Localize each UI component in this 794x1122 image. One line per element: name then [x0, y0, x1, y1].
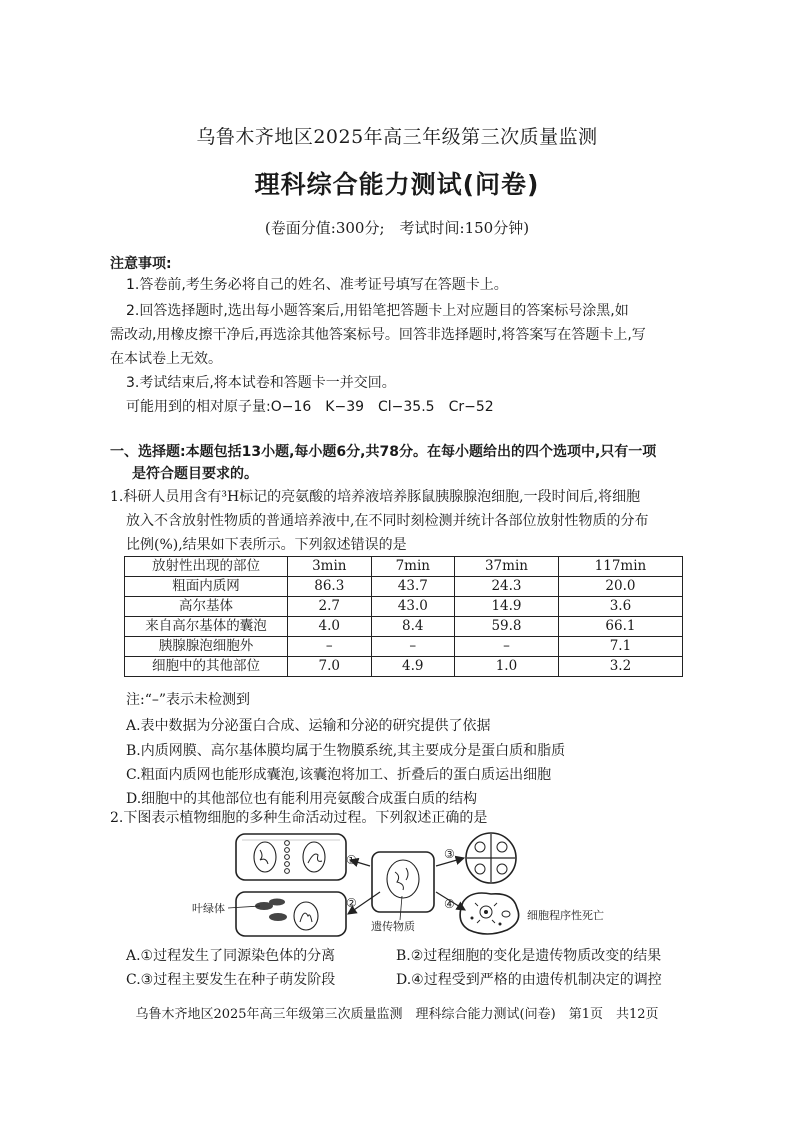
table-cell: – — [371, 637, 455, 657]
table-header: 3min — [288, 557, 372, 577]
table-cell: 86.3 — [288, 577, 372, 597]
four-cell-group — [466, 833, 516, 883]
label-process-3: ③ — [444, 847, 455, 861]
table-cell: 3.6 — [558, 597, 682, 617]
table-cell: 2.7 — [288, 597, 372, 617]
table-cell: 59.8 — [455, 617, 559, 637]
table-cell: 来自高尔基体的囊泡 — [125, 617, 288, 637]
label-programmed-death: 细胞程序性死亡 — [527, 909, 604, 922]
table-cell: 胰腺腺泡细胞外 — [125, 637, 288, 657]
table-cell: – — [455, 637, 559, 657]
table-cell: 7.1 — [558, 637, 682, 657]
table-header: 117min — [558, 557, 682, 577]
table-cell: – — [288, 637, 372, 657]
table-cell: 66.1 — [558, 617, 682, 637]
table-cell: 43.0 — [371, 597, 455, 617]
label-process-4: ④ — [444, 897, 455, 911]
q2-option-a: A.①过程发生了同源染色体的分离 — [126, 948, 336, 964]
table-cell: 7.0 — [288, 657, 372, 677]
table-header: 放射性出现的部位 — [125, 557, 288, 577]
notice-line: 2.回答选择题时,选出每小题答案后,用铅笔把答题卡上对应题目的答案标号涂黑,如 — [126, 303, 629, 319]
q1-stem: 放入不含放射性物质的普通培养液中,在不同时刻检测并统计各部位放射性物质的分布 — [126, 513, 649, 529]
section-heading-cont: 是符合题目要求的。 — [132, 466, 258, 482]
q1-option-c: C.粗面内质网也能形成囊泡,该囊泡将加工、折叠后的蛋白质运出细胞 — [126, 767, 552, 783]
parent-cell — [372, 852, 434, 912]
table-cell: 3.2 — [558, 657, 682, 677]
genetic-material-pointer — [400, 896, 402, 920]
table-row — [125, 577, 683, 597]
table-cell: 14.9 — [455, 597, 559, 617]
table-header-row — [125, 557, 683, 577]
table-header: 7min — [371, 557, 455, 577]
table-row — [125, 617, 683, 637]
table-cell: 高尔基体 — [125, 597, 288, 617]
table-header: 37min — [455, 557, 559, 577]
differentiated-cell — [236, 892, 346, 936]
table-note: 注:“–”表示未检测到 — [126, 692, 251, 708]
notice-line: 在本试卷上无效。 — [110, 351, 222, 367]
dividing-cell — [236, 834, 346, 880]
q2-option-b: B.②过程细胞的变化是遗传物质改变的结果 — [396, 948, 662, 964]
q1-option-b: B.内质网膜、高尔基体膜均属于生物膜系统,其主要成分是蛋白质和脂质 — [126, 743, 566, 759]
table-cell: 粗面内质网 — [125, 577, 288, 597]
table-cell: 细胞中的其他部位 — [125, 657, 288, 677]
atomic-mass-line: 可能用到的相对原子量:O−16 K−39 Cl−35.5 Cr−52 — [126, 399, 494, 415]
q2-option-d: D.④过程受到严格的由遗传机制决定的调控 — [396, 972, 662, 988]
table-row — [125, 597, 683, 617]
notice-heading: 注意事项: — [110, 256, 172, 272]
table-row — [125, 657, 683, 677]
q1-option-a: A.表中数据为分泌蛋白合成、运输和分泌的研究提供了依据 — [126, 718, 491, 734]
q2-option-c: C.③过程主要发生在种子萌发阶段 — [126, 972, 336, 988]
table-row — [125, 637, 683, 657]
exam-score-time: (卷面分值:300分; 考试时间:150分钟) — [264, 219, 530, 237]
q1-stem: 1.科研人员用含有³H标记的亮氨酸的培养液培养豚鼠胰腺腺泡细胞,一段时间后,将细胞 — [110, 489, 641, 505]
notice-line: 3.考试结束后,将本试卷和答题卡一并交回。 — [126, 375, 396, 391]
table-cell: 24.3 — [455, 577, 559, 597]
label-genetic-material: 遗传物质 — [371, 920, 415, 933]
label-process-1: ① — [346, 853, 357, 867]
table-cell: 8.4 — [371, 617, 455, 637]
table-cell: 43.7 — [371, 577, 455, 597]
cell-activity-diagram — [180, 830, 620, 938]
table-cell: 20.0 — [558, 577, 682, 597]
table-cell: 1.0 — [455, 657, 559, 677]
table-cell: 4.9 — [371, 657, 455, 677]
notice-line: 需改动,用橡皮擦干净后,再选涂其他答案标号。回答非选择题时,将答案写在答题卡上,写 — [110, 327, 646, 343]
q2-stem: 2.下图表示植物细胞的多种生命活动过程。下列叙述正确的是 — [110, 810, 488, 826]
section-heading: 一、选择题:本题包括13小题,每小题6分,共78分。在每小题给出的四个选项中,只有一项 — [110, 444, 657, 460]
apoptotic-cell — [460, 893, 519, 934]
page-footer: 乌鲁木齐地区2025年高三年级第三次质量监测 理科综合能力测试(问卷) 第1页 共12页 — [135, 1007, 659, 1022]
chloroplast-pointer — [228, 906, 260, 908]
radioactivity-table — [124, 556, 683, 677]
q1-option-d: D.细胞中的其他部位也有能利用亮氨酸合成蛋白质的结构 — [126, 791, 478, 807]
exam-paper-title: 理科综合能力测试(问卷) — [254, 170, 540, 199]
exam-region-title: 乌鲁木齐地区2025年高三年级第三次质量监测 — [196, 126, 598, 148]
label-process-2: ② — [346, 896, 357, 910]
label-chloroplast: 叶绿体 — [192, 902, 225, 915]
q1-stem: 比例(%),结果如下表所示。下列叙述错误的是 — [126, 537, 407, 553]
notice-line: 1.答卷前,考生务必将自己的姓名、准考证号填写在答题卡上。 — [126, 277, 508, 293]
table-cell: 4.0 — [288, 617, 372, 637]
